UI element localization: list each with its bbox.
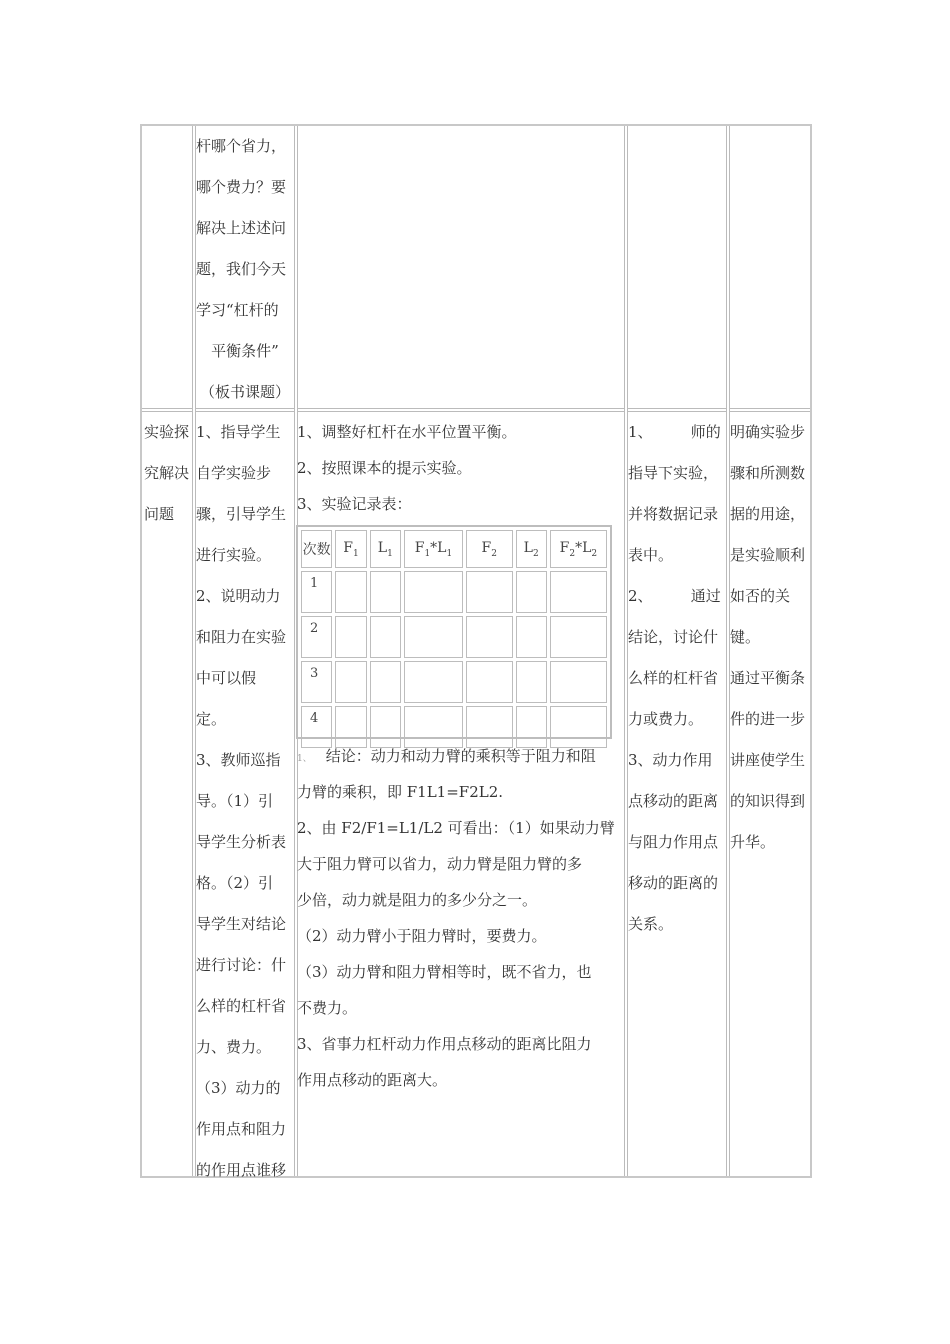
record-row [301,661,607,703]
empty-cell [404,661,463,703]
text-line: 学习“杠杆的 [196,301,279,319]
text-line: 2、由 F2/F1=L1/L2 可看出：（1）如果动力臂 [297,819,615,837]
text-line: 导。（1）引 [196,792,274,810]
empty-cell [404,616,463,658]
text-line: 导学生分析表 [196,833,287,851]
empty-cell [335,571,366,613]
header-f2: $F_2$ [466,530,513,568]
empty-cell [404,571,463,613]
text-line: 平衡条件” [211,342,279,360]
text-line: 究解决 [144,464,190,482]
text-line: 指导下实验， [628,464,719,482]
row2-teacher-activity [196,412,294,1191]
text-line: 升华。 [730,833,776,851]
text-line: （2）动力臂小于阻力臂时，要费力。 [297,927,547,945]
text-line: 并将数据记录 [628,505,719,523]
text-line: 力或费力。 [628,710,704,728]
empty-cell [550,661,607,703]
text-line: 是实验顺利 [730,546,806,564]
text-line: 3、教师巡指 [196,751,281,769]
text-line: 少倍，动力就是阻力的多少分之一。 [297,891,538,909]
header-l2: $L_2$ [516,530,547,568]
text-line: 和阻力在实验 [196,628,287,646]
header-f2l2: $F_2*L_2$ [550,530,607,568]
text-line: 实验探 [144,423,190,441]
text-line: 作用点和阻力 [196,1120,287,1138]
text-line: 通过平衡条 [730,669,806,687]
text-line: 2、说明动力 [196,587,281,605]
text-line: （3）动力臂和阻力臂相等时，既不省力，也 [297,963,592,981]
text-line: 力臂的乘积，即 F1L1=F2L2. [297,783,504,801]
text-line: 自学实验步 [196,464,272,482]
text-line: 格。（2）引 [196,874,274,892]
header-l1: $L_1$ [370,530,401,568]
text-line: 哪个费力？要 [196,178,287,196]
text-line: （3）动力的 [196,1079,281,1097]
empty-cell [516,616,547,658]
text-line: 点移动的距离 [628,792,719,810]
record-row [301,571,607,613]
row-index: 2 [301,616,332,658]
text-line: 如否的关 [730,587,791,605]
text-line: 中可以假 [196,669,257,687]
text-line: 2、 通过 [628,587,721,605]
empty-cell [370,661,401,703]
row2-content-steps [297,414,623,522]
text-line: 题，我们今天 [196,260,287,278]
text-line: 作用点移动的距离大。 [297,1071,448,1089]
text-line: 移动的距离的 [628,874,719,892]
row1-teacher-activity [196,126,294,413]
record-header-row [301,530,607,568]
text-line: 据的用途， [730,505,806,523]
conclusion-text: 结论：动力和动力臂的乘积等于阻力和阻 [325,747,596,765]
empty-cell [550,571,607,613]
text-line: 定。 [196,710,227,728]
text-line: 表中。 [628,546,674,564]
text-line: 的知识得到 [730,792,806,810]
text-line: 关系。 [628,915,674,933]
text-line: 不费力。 [297,999,358,1017]
empty-cell [466,616,513,658]
experiment-record-table [296,525,612,739]
header-f1l1: $F_1*L_1$ [404,530,463,568]
row-index: 1 [301,571,332,613]
empty-cell [550,616,607,658]
text-line: 进行讨论：什 [196,956,287,974]
empty-cell [466,661,513,703]
row-index: 3 [301,661,332,703]
text-line: 3、省事力杠杆动力作用点移动的距离比阻力 [297,1035,592,1053]
row2-student-activity [628,412,726,945]
text-line: 1、指导学生 [196,423,281,441]
empty-cell [516,571,547,613]
row2-content-conclusions [297,738,623,1098]
empty-cell [516,661,547,703]
text-line: 3、动力作用 [628,751,713,769]
text-line: 导学生对结论 [196,915,287,933]
text-line: 3、实验记录表： [297,495,412,513]
text-line: 骤，引导学生 [196,505,287,523]
empty-cell [370,616,401,658]
text-line: 进行实验。 [196,546,272,564]
text-line: 1、调整好杠杆在水平位置平衡。 [297,423,517,441]
empty-cell [466,571,513,613]
text-line [297,738,623,774]
empty-cell [335,616,366,658]
text-line: 1、 师的 [628,423,721,441]
row-index: 4 [301,706,332,748]
text-line: 结论，讨论什 [628,628,719,646]
row2-design-intent [730,412,810,863]
text-line: 力、费力。 [196,1038,272,1056]
text-line: 么样的杠杆省 [196,997,287,1015]
text-line: 大于阻力臂可以省力，动力臂是阻力臂的多 [297,855,583,873]
header-f1: $F_1$ [335,530,366,568]
text-line: 的作用点谁移 [196,1161,287,1179]
text-line: 件的进一步 [730,710,806,728]
empty-cell [335,661,366,703]
record-row [301,616,607,658]
text-line: 键。 [730,628,761,646]
header-count: 次数 [301,530,332,568]
text-line: 与阻力作用点 [628,833,719,851]
conclusion-number: 1、 [297,754,312,764]
text-line: 讲座使学生 [730,751,806,769]
text-line: 明确实验步 [730,423,806,441]
text-line: 问题 [144,505,175,523]
text-line: 解决上述述问 [196,219,287,237]
text-line: 2、按照课本的提示实验。 [297,459,472,477]
row2-stage [144,412,194,535]
empty-cell [370,571,401,613]
text-line: （板书课题） [199,383,290,401]
text-line: 骤和所测数 [730,464,806,482]
text-line: 么样的杠杆省 [628,669,719,687]
text-line: 杆哪个省力， [196,137,287,155]
